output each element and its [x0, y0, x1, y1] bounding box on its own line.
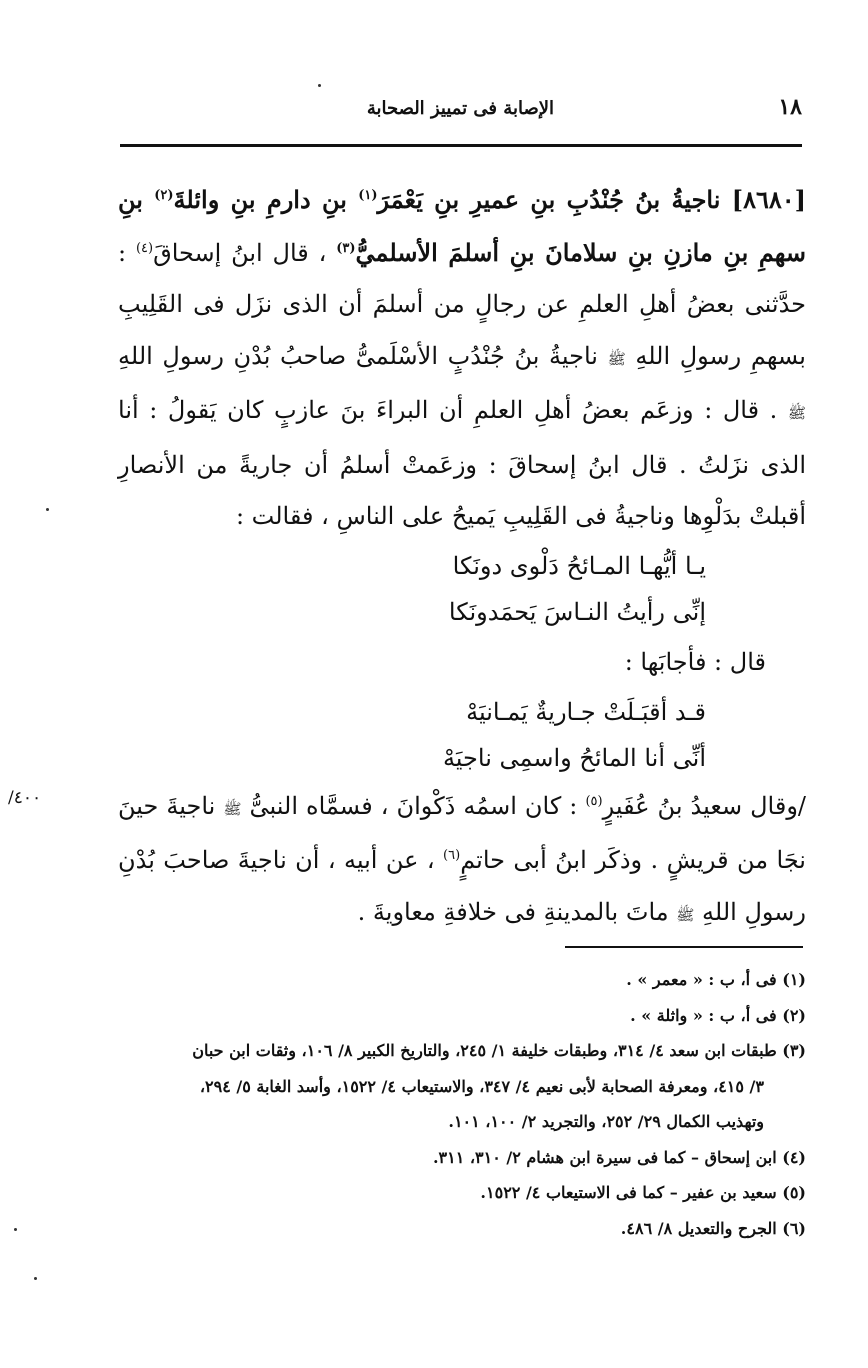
margin-volume-reference: ٤٠٠/ [8, 788, 42, 808]
verse-girl [118, 543, 806, 635]
page-header [120, 92, 802, 132]
footnote-6: (٦) الجرح والتعديل ٨/ ٤٨٦. [620, 1218, 806, 1238]
footnote-ref-3: (٣) [336, 240, 356, 256]
entry-heading: [٨٦٨٠] ناجيةُ بنُ جُنْدُبِ بنِ عميرِ بنِ يَعْمَرَ$^{(١)}$ بنِ دارمِ بنِ وائلةَ$^{(٢)}$ بنِ سهمِ بنِ مازنِ بنِ سلامانَ بنِ أسلمَ الأسلميُّ$^{(٣)}$ [118, 185, 806, 267]
scan-speck [34, 1277, 37, 1280]
scan-speck [318, 84, 321, 87]
entry-paragraph: [٨٦٨٠] ناجيةُ بنُ جُنْدُبِ بنِ عميرِ بنِ يَعْمَرَ$^{(١)}$ بنِ دارمِ بنِ وائلةَ$^{(٢)}$ بنِ سهمِ بنِ مازنِ بنِ سلامانَ بنِ أسلمَ الأسلميُّ$^{(٣)}$ ، قال ابنُ إسحاقَ$^{(٤)}$ : حدَّثنى بعضُ أهلِ العلمِ عن رجالٍ من أسلمَ أن الذى نزَل فى القَلِيبِ بسهمِ رسولِ اللهِ ﷺ ناجيةُ بنُ جُنْدُبٍ الأسْلَمىُّ صاحبُ بُدْنِ رسولِ اللهِ ﷺ . قال : وزعَم بعضُ أهلِ العلمِ أن البراءَ بنَ عازبٍ كان يَقولُ : أنا الذى نزَلتُ . قال ابنُ إسحاقَ : وزعَمتْ أسلمُ أن جاريةً من الأنصارِ أقبلتْ بدَلْوِها وناجيةُ فى القَلِيبِ يَميحُ على الناسِ ، فقالت : [118, 185, 806, 530]
footnote-ref-2: (٢) [154, 188, 174, 203]
footnotes [118, 962, 806, 1246]
reply-intro: قال : فأجابَها : [624, 647, 766, 676]
running-title: الإصابة فى تمييز الصحابة [366, 98, 554, 119]
footnote-3-cont: ٣/ ٤١٥، ومعرفة الصحابة لأبى نعيم ٤/ ٣٤٧، والاستيعاب ٤/ ١٥٢٢، وأسد الغابة ٥/ ٢٩٤، [199, 1076, 764, 1096]
scan-speck [14, 1228, 17, 1231]
footnote-3: (٣) طبقات ابن سعد ٤/ ٣١٤، وطبقات خليفة ١/ ٢٤٥، والتاريخ الكبير ٨/ ١٠٦، وثقات ابن حبان [192, 1041, 806, 1060]
verse-line: إنِّى رأيتُ النـاسَ يَحمَدونَكا [448, 597, 706, 626]
verse-line: يـا أيُّهـا المـائحُ دَلْوى دونَكا [452, 551, 706, 580]
footnote-2: (٢) فى أ، ب : « واثلة » . [630, 1005, 806, 1025]
verse-reply [118, 689, 806, 781]
page-number: ١٨ [778, 94, 802, 120]
footnote-1: (١) فى أ، ب : « معمر » . [626, 970, 806, 989]
closing-paragraph: /وقال سعيدُ بنُ عُفَيرٍ$^{(٥)}$ : كان اسمُه ذَكْوانَ ، فسمَّاه النبىُّ ﷺ ناجيةَ حينَ نجَا من قريشٍ . وذكَر ابنُ أبى حاتمٍ$^{(٦)}$ ، عن أبيه ، أن ناجيةَ صاحبَ بُدْنِ رسولِ اللهِ ﷺ ماتَ بالمدينةِ فى خلافةِ معاويةَ . [118, 791, 807, 926]
scan-speck [46, 508, 49, 511]
footnote-ref-4: (٤) [135, 240, 154, 256]
verse-line: قـد أقبَـلَتْ جـاريةٌ يَمـانيَهْ [466, 697, 706, 726]
footnote-5: (٥) سعيد بن عفير – كما فى الاستيعاب ٤/ ١٥٢٢. [480, 1183, 806, 1202]
header-rule [120, 144, 802, 147]
footnote-3-cont: وتهذيب الكمال ٢٩/ ٢٥٢، والتجريد ٢/ ١٠٠، ١٠١. [448, 1112, 764, 1131]
salla-symbol: ﷺ [607, 349, 626, 368]
main-text [118, 174, 806, 941]
footnote-4: (٤) ابن إسحاق – كما فى سيرة ابن هشام ٢/ ٣١٠، ٣١١. [432, 1147, 806, 1167]
footnote-ref-5: (٥) [585, 793, 603, 809]
salla-symbol: ﷺ [676, 905, 695, 924]
salla-symbol: ﷺ [223, 799, 242, 818]
salla-symbol: ﷺ [787, 404, 806, 422]
footnote-ref-6: (٦) [443, 848, 461, 863]
footnote-rule [565, 946, 803, 948]
verse-line: أنِّى أنا المائحُ واسمِى ناجيَهْ [442, 743, 706, 772]
footnote-ref-1: (١) [358, 188, 378, 203]
